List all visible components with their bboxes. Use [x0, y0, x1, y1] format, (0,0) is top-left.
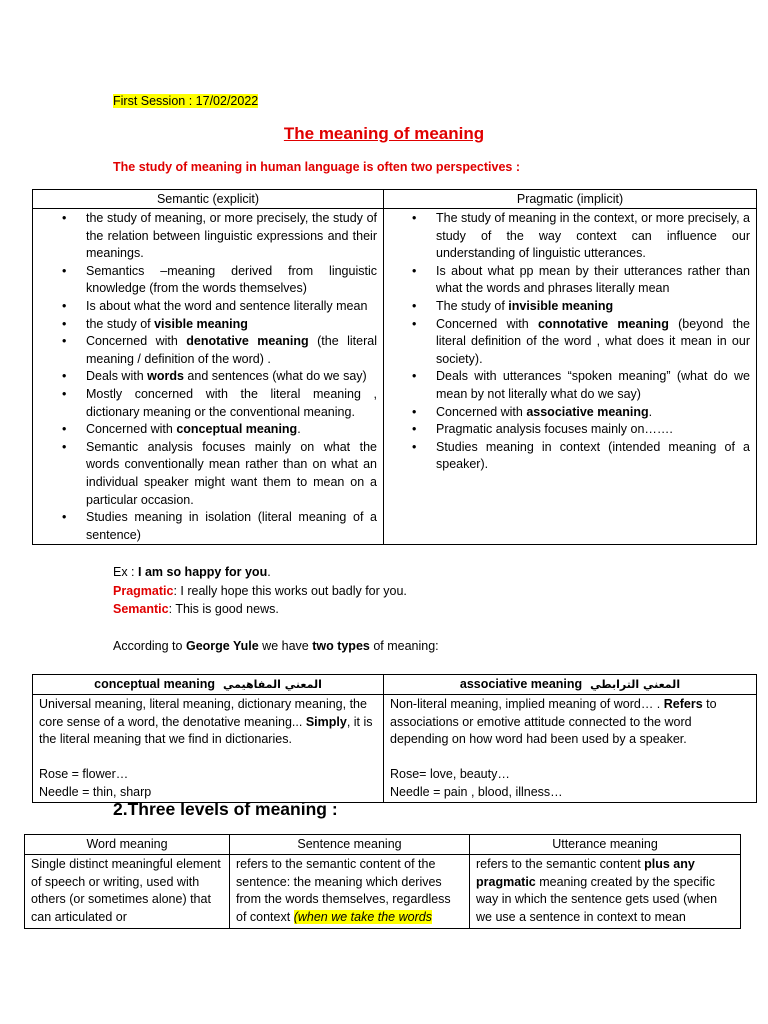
- pragmatic-item-pre: Is about what pp mean by their utterances rather than what the words and phrases literally mean: [436, 263, 750, 296]
- example-end: .: [267, 565, 271, 579]
- associative-text-b: to associations or emotive attitude connected to the word depending on how word had been used by a speaker.: [390, 697, 717, 747]
- semantic-item-pre: Deals with: [86, 369, 148, 384]
- conceptual-definition: [39, 696, 378, 749]
- semantic-example-text: : This is good news.: [168, 602, 279, 616]
- pragmatic-item-pre: Pragmatic analysis focuses mainly on…….: [436, 422, 673, 437]
- example-label: Ex :: [113, 565, 139, 579]
- semantic-item-pre: Is about what the word and sentence literally mean: [86, 298, 368, 313]
- semantic-item: [86, 210, 377, 263]
- pragmatic-label: Pragmatic: [113, 583, 174, 598]
- semantic-cell: [33, 209, 384, 545]
- semantic-label: Semantic: [113, 602, 169, 616]
- yule-post: of meaning:: [369, 639, 439, 653]
- pragmatic-example: [113, 582, 407, 601]
- yule-mid: we have: [258, 639, 313, 653]
- conceptual-text-b: , it is the literal meaning that we find in dictionaries.: [39, 714, 373, 747]
- pragmatic-header: Pragmatic (implicit): [384, 190, 757, 209]
- meaning-types-table: [32, 674, 757, 803]
- perspectives-table: [32, 189, 757, 545]
- sentence-meaning-highlight: (when we take the words: [293, 909, 432, 924]
- pragmatic-item: [436, 298, 750, 316]
- semantic-item-pre: Mostly concerned with the literal meaning , dictionary meaning or the conventional meaning.: [86, 386, 377, 419]
- semantic-item-pre: Studies meaning in isolation (literal meaning of a sentence): [86, 510, 377, 542]
- pragmatic-cell: [384, 209, 757, 545]
- yule-pre: According to: [113, 639, 186, 653]
- pragmatic-item-bold: associative meaning: [526, 404, 649, 419]
- semantic-item-post: and sentences (what do we say): [183, 369, 367, 384]
- pragmatic-item-pre: The study of: [436, 298, 509, 313]
- utterance-text-b: meaning created by the specific way in which the sentence gets used (when we use a sentence in context to mean: [476, 874, 718, 924]
- semantic-item-pre: Semantic analysis focuses mainly on what the words conventionally mean rather than on what an individual speaker might want them to mean on a particular occasion.: [86, 439, 377, 507]
- semantic-item: [86, 263, 377, 298]
- pragmatic-example-text: : I really hope this works out badly for you.: [173, 583, 407, 598]
- associative-cell: [384, 695, 757, 803]
- pragmatic-item: [436, 421, 750, 439]
- semantic-item: [86, 368, 377, 386]
- semantic-item-bold: words: [147, 369, 184, 384]
- associative-arabic: المعني الترابطي: [590, 678, 681, 691]
- subtitle: The study of meaning in human language is often two perspectives :: [113, 160, 521, 174]
- semantic-list: [39, 210, 377, 544]
- associative-example-2: Needle = pain , blood, illness…: [390, 784, 563, 799]
- semantic-item-pre: Concerned with: [86, 334, 187, 349]
- conceptual-text-a: Universal meaning, literal meaning, dictionary meaning, the core sense of a word, the denotative meaning...: [39, 697, 367, 729]
- conceptual-example-1: Rose = flower…: [39, 767, 129, 782]
- sentence-meaning-header: Sentence meaning: [230, 835, 470, 855]
- associative-bold: Refers: [663, 697, 703, 711]
- pragmatic-item-pre: The study of meaning in the context, or more precisely, a study of the way context can influence our understanding of linguistic utterances.: [436, 211, 750, 261]
- pragmatic-item: [436, 210, 750, 263]
- utterance-bold: plus any pragmatic: [476, 857, 695, 889]
- yule-types: two types: [312, 639, 370, 653]
- conceptual-example-2: Needle = thin, sharp: [39, 784, 152, 799]
- associative-definition: [390, 696, 751, 749]
- semantic-item: [86, 509, 377, 544]
- associative-example-1: Rose= love, beauty…: [390, 767, 510, 782]
- pragmatic-item-post: (beyond the literal definition of the word , what does it mean in our society).: [436, 316, 750, 366]
- semantic-item-pre: the study of meaning, or more precisely, the study of the relation between linguistic expressions and their meanings.: [86, 211, 377, 261]
- pragmatic-item-pre: Concerned with: [436, 404, 527, 419]
- pragmatic-item-bold: invisible meaning: [508, 298, 614, 313]
- pragmatic-item-pre: Studies meaning in context (intended meaning of a speaker).: [436, 439, 750, 472]
- semantic-example: [113, 600, 407, 619]
- conceptual-header: [33, 675, 384, 695]
- conceptual-bold: Simply: [305, 714, 347, 729]
- semantic-item-pre: the study of: [86, 316, 155, 331]
- semantic-item-pre: Concerned with: [86, 422, 177, 437]
- conceptual-header-text: conceptual meaning: [94, 677, 215, 691]
- semantic-item-pre: Semantics –meaning derived from linguistic knowledge (from the words themselves): [86, 263, 377, 296]
- pragmatic-list: [392, 210, 750, 474]
- utterance-meaning-header: Utterance meaning: [470, 835, 741, 855]
- word-meaning-header: Word meaning: [25, 835, 230, 855]
- pragmatic-item: [436, 439, 750, 474]
- semantic-item: [86, 298, 377, 316]
- yule-sentence: [113, 639, 439, 653]
- conceptual-arabic: المعني المفاهيمي: [222, 678, 322, 691]
- levels-table: [24, 834, 741, 929]
- semantic-item-bold: denotative meaning: [186, 334, 309, 349]
- word-meaning-cell: Single distinct meaningful element of speech or writing, used with others (or sometimes alone) that can articulated or: [25, 855, 230, 929]
- conceptual-cell: [33, 695, 384, 803]
- semantic-item-bold: visible meaning: [154, 316, 248, 331]
- associative-header-text: associative meaning: [459, 677, 583, 691]
- yule-name: George Yule: [185, 639, 259, 653]
- pragmatic-item: [436, 368, 750, 403]
- pragmatic-item-bold: connotative meaning: [537, 316, 669, 331]
- sentence-meaning-text: refers to the semantic content of the sentence: the meaning which derives from the words themselves, regardless of context: [236, 857, 451, 924]
- utterance-text-a: refers to the semantic content: [476, 857, 645, 871]
- pragmatic-item-pre: Concerned with: [436, 316, 538, 331]
- semantic-item: [86, 386, 377, 421]
- semantic-item-bold: conceptual meaning: [176, 422, 298, 437]
- example-line: [113, 563, 407, 582]
- semantic-item: [86, 421, 377, 439]
- sentence-meaning-cell: [230, 855, 470, 929]
- example-sentence: I am so happy for you: [138, 565, 268, 579]
- associative-text-a: Non-literal meaning, implied meaning of word… .: [390, 697, 664, 711]
- pragmatic-item-pre: Deals with utterances “spoken meaning” (what do we mean by not literally what do we say): [436, 369, 750, 401]
- session-date: [113, 94, 258, 108]
- example-block: [113, 563, 407, 619]
- levels-heading: 2.Three levels of meaning :: [113, 799, 338, 819]
- pragmatic-item: [436, 263, 750, 298]
- pragmatic-item-post: .: [648, 404, 653, 419]
- semantic-header: Semantic (explicit): [33, 190, 384, 209]
- semantic-item: [86, 439, 377, 509]
- semantic-item-post: .: [297, 422, 301, 437]
- utterance-meaning-cell: [470, 855, 741, 929]
- semantic-item: [86, 316, 377, 334]
- pragmatic-item: [436, 316, 750, 369]
- page-title: The meaning of meaning: [283, 124, 485, 143]
- pragmatic-item: [436, 404, 750, 422]
- session-date-text: First Session : 17/02/2022: [113, 94, 259, 108]
- associative-header: [384, 675, 757, 695]
- semantic-item: [86, 333, 377, 368]
- semantic-item-post: (the literal meaning / definition of the word) .: [86, 334, 377, 366]
